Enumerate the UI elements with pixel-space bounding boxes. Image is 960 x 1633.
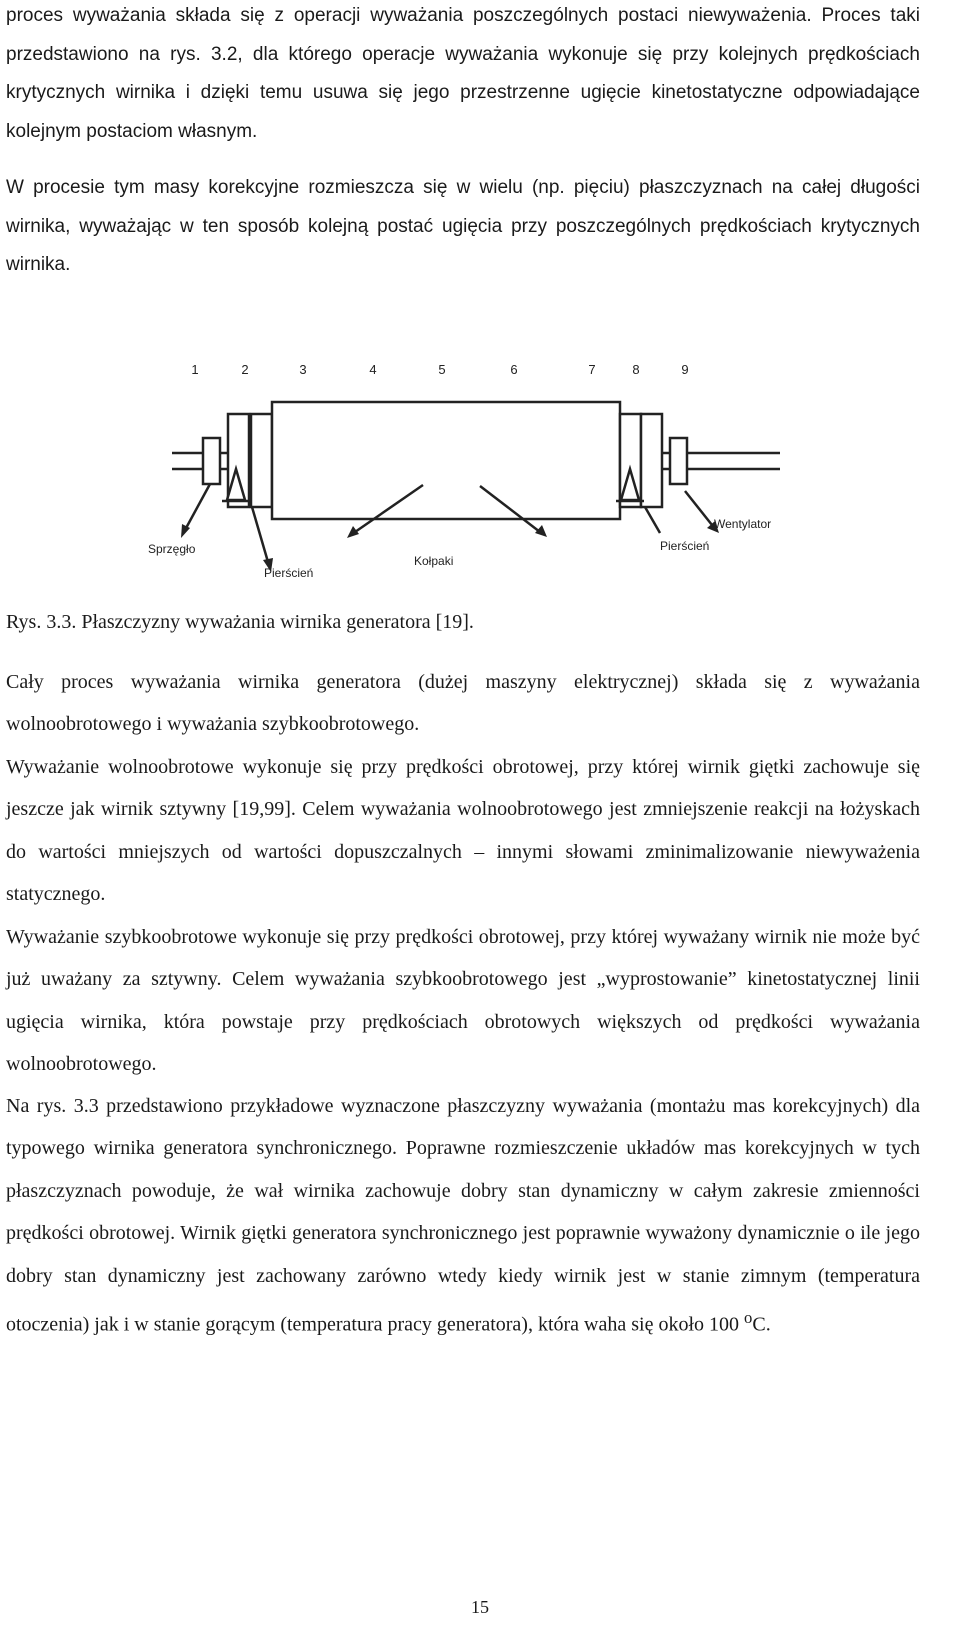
label-caps: Kołpaki [414,554,454,568]
ring-right-outer [641,414,662,507]
page-number: 15 [471,1597,489,1617]
paragraph-high-speed: Wyważanie szybkoobrotowe wykonuje się przy prędkości obrotowej, przy której wyważany wirnik nie może być już uważany za sztywny. Celem wyważania szybkoobrotowego jest „wyprostowanie” kinetostatycznej linii ugięcia wirnika, która powstaje przy prędkościach obrotowych większych od prędkości wyważania wolnoobrotowego. [6,926,920,1076]
degree-superscript: o [744,1308,753,1328]
rotor-balancing-planes-figure [140,350,800,590]
plane-number-7: 7 [588,362,596,377]
rotor-body [272,402,620,519]
plane-number-9: 9 [681,362,689,377]
label-ring-right: Pierścień [660,539,710,553]
plane-number-2: 2 [241,362,249,377]
paragraph-correction-masses: W procesie tym masy korekcyjne rozmieszcza się w wielu (np. pięciu) płaszczyznach na całej długości wirnika, wyważając w ten sposób kolejną postać ugięcia przy poszczególnych prędkościach krytycznych wirnika. [6,177,920,275]
fan-disc [670,438,687,484]
plane-number-4: 4 [369,362,377,377]
celsius-letter: C. [752,1313,771,1336]
ring-left-inner [251,414,272,507]
paragraph-planes-example [6,1085,920,1346]
label-fan: Wentylator [714,517,772,531]
figure-caption: Rys. 3.3. Płaszczyzny wyważania wirnika generatora [19]. [6,611,474,633]
paragraph-overview: Cały proces wyważania wirnika generatora (dużej maszyny elektrycznej) składa się z wyważania wolnoobrotowego i wyważania szybkoobrotowego. [6,671,920,736]
coupling-disc [203,438,220,484]
plane-number-3: 3 [299,362,307,377]
paragraph-balancing-process: proces wyważania składa się z operacji wyważania poszczególnych postaci niewyważenia. Proces taki przedstawiono na rys. 3.2, dla którego operacje wyważania wykonuje się przy kolejnych prędkościach krytycznych wirnika i dzięki temu usuwa się jego przestrzenne ugięcie kinetostatyczne odpowiadające kolejnym postaciom własnym. [6,5,920,142]
plane-number-8: 8 [632,362,640,377]
label-ring-left: Pierścień [264,566,314,580]
paragraph-planes-text: Na rys. 3.3 przedstawiono przykładowe wyznaczone płaszczyzny wyważania (montażu mas korekcyjnych) dla typowego wirnika generatora synchronicznego. Poprawne rozmieszczenie układów mas korekcyjnych w tych płaszczyznach powoduje, że wał wirnika zachowuje dobry stan dynamiczny w całym zakresie zmienności prędkości obrotowej. Wirnik giętki generatora synchronicznego jest poprawnie wyważony dynamicznie o ile jego dobry stan dynamiczny jest zachowany zarówno wtedy kiedy wirnik jest w stanie zimnym (temperatura otoczenia) jak i w stanie gorącym (temperatura pracy generatora), która waha się około 100 [6,1095,920,1336]
plane-number-1: 1 [191,362,199,377]
label-coupling: Sprzęgło [148,542,196,556]
paragraph-low-speed: Wyważanie wolnoobrotowe wykonuje się przy prędkości obrotowej, przy której wirnik giętki zachowuje się jeszcze jak wirnik sztywny [19,99]. Celem wyważania wolnoobrotowego jest zmniejszenie reakcji na łożyskach do wartości mniejszych od wartości dopuszczalnych – innymi słowami zminimalizowanie niewyważenia statycznego. [6,756,920,906]
plane-number-6: 6 [510,362,518,377]
plane-number-5: 5 [438,362,446,377]
